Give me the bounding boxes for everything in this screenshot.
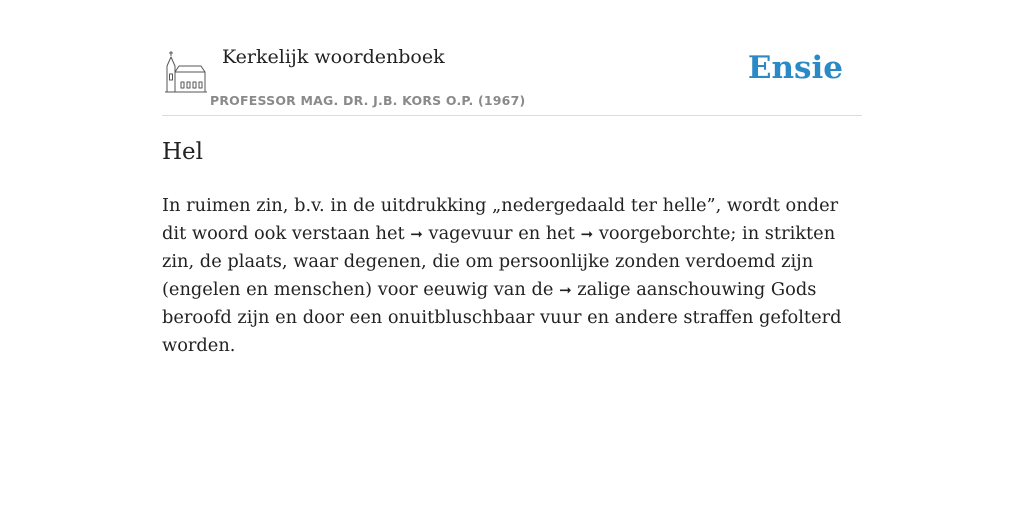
arrow-right-icon: ➞ [559,281,572,299]
church-icon [165,50,207,94]
xref-label: zalige aanschouwing Gods [577,279,817,300]
xref-label: vagevuur [428,223,513,244]
entry-title: Hel [162,139,204,165]
dictionary-title[interactable]: Kerkelijk woordenboek [222,46,445,68]
definition-text: en het [512,223,581,244]
arrow-right-icon: ➞ [410,225,423,243]
xref-voorgeborchte-link[interactable] [581,223,731,244]
definition-text: In ruimen zin, b.v. in de uitdrukking „nedergedaald ter helle”, wordt onder dit woord ook verstaan het [162,195,839,244]
definition-text: ; in strikten zin, de plaats, waar degenen, die om persoonlijke zonden verdoemd zijn (engelen en menschen) voor eeuwig van de [162,223,836,300]
xref-label: voorgeborchte [598,223,731,244]
xref-zalige-aanschouwing-gods-link[interactable] [559,279,816,300]
arrow-right-icon: ➞ [580,225,594,243]
entry-definition [162,192,862,360]
header [162,40,862,116]
xref-vagevuur-link[interactable] [410,223,512,244]
brand-logo-link[interactable]: Ensie [747,50,843,86]
definition-text: beroofd zijn en door een onuitbluschbaar vuur en andere straffen gefolterd worden. [162,307,842,356]
author-credit: PROFESSOR MAG. DR. J.B. KORS O.P. (1967) [210,93,526,108]
